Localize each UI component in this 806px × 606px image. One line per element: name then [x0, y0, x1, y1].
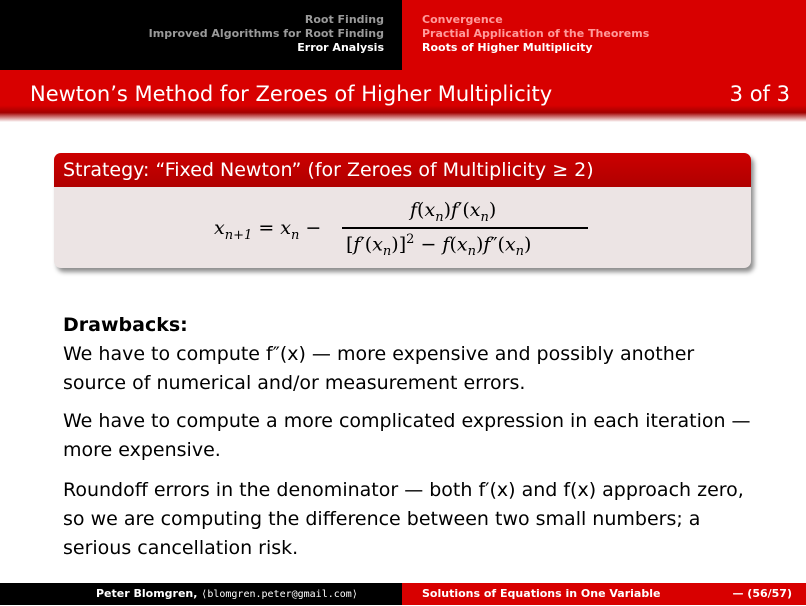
- frame-title-bar: [0, 70, 806, 122]
- top-navigation: [0, 0, 806, 70]
- frame-counter: 3 of 3: [729, 82, 790, 106]
- footer-author-name: Peter Blomgren,: [96, 587, 198, 600]
- formula-numerator: $f(x_n)f'(x_n)$: [410, 199, 497, 225]
- formula-denominator: $[f'(x_n)]^2 - f(x_n)f''(x_n)$: [346, 232, 532, 260]
- drawback-item: We have to compute f″(x) — more expensive and possibly another source of numerical and/or measurement errors.: [63, 343, 695, 394]
- fixed-newton-formula: [54, 187, 751, 268]
- fraction-bar: [342, 227, 588, 229]
- nav-section-improved-algorithms[interactable]: Improved Algorithms for Root Finding: [148, 27, 384, 40]
- drawback-item: We have to compute a more complicated expression in each iteration — more expensive.: [63, 410, 751, 461]
- footer-page-number: — (56/57): [732, 587, 792, 600]
- frame-title: Newton’s Method for Zeroes of Higher Multiplicity: [30, 82, 553, 106]
- footer: [0, 583, 806, 605]
- footer-author-panel: [0, 583, 402, 605]
- drawback-item: Roundoff errors in the denominator — both f′(x) and f(x) approach zero, so we are computing the difference between two small numbers; a serious cancellation risk.: [63, 479, 744, 559]
- formula-lhs: $x_{n+1} = x_n$ −: [214, 217, 322, 243]
- nav-section-error-analysis[interactable]: Error Analysis: [297, 41, 384, 54]
- footer-title-panel: [402, 583, 806, 605]
- nav-subsection-higher-multiplicity[interactable]: Roots of Higher Multiplicity: [422, 41, 593, 54]
- footer-email: ⟨blomgren.peter@gmail.com⟩: [201, 589, 358, 600]
- section-nav: [0, 0, 402, 70]
- nav-section-root-finding[interactable]: Root Finding: [304, 13, 384, 26]
- footer-title: Solutions of Equations in One Variable: [422, 587, 661, 600]
- nav-subsection-convergence[interactable]: Convergence: [422, 13, 503, 26]
- drawbacks-heading: Drawbacks:: [63, 314, 188, 336]
- nav-subsection-practical-application[interactable]: Practial Application of the Theorems: [422, 27, 650, 40]
- subsection-nav: [402, 0, 806, 70]
- strategy-block: [54, 153, 751, 268]
- footer-author: [96, 583, 358, 606]
- block-title: Strategy: “Fixed Newton” (for Zeroes of Multiplicity ≥ 2): [54, 153, 751, 187]
